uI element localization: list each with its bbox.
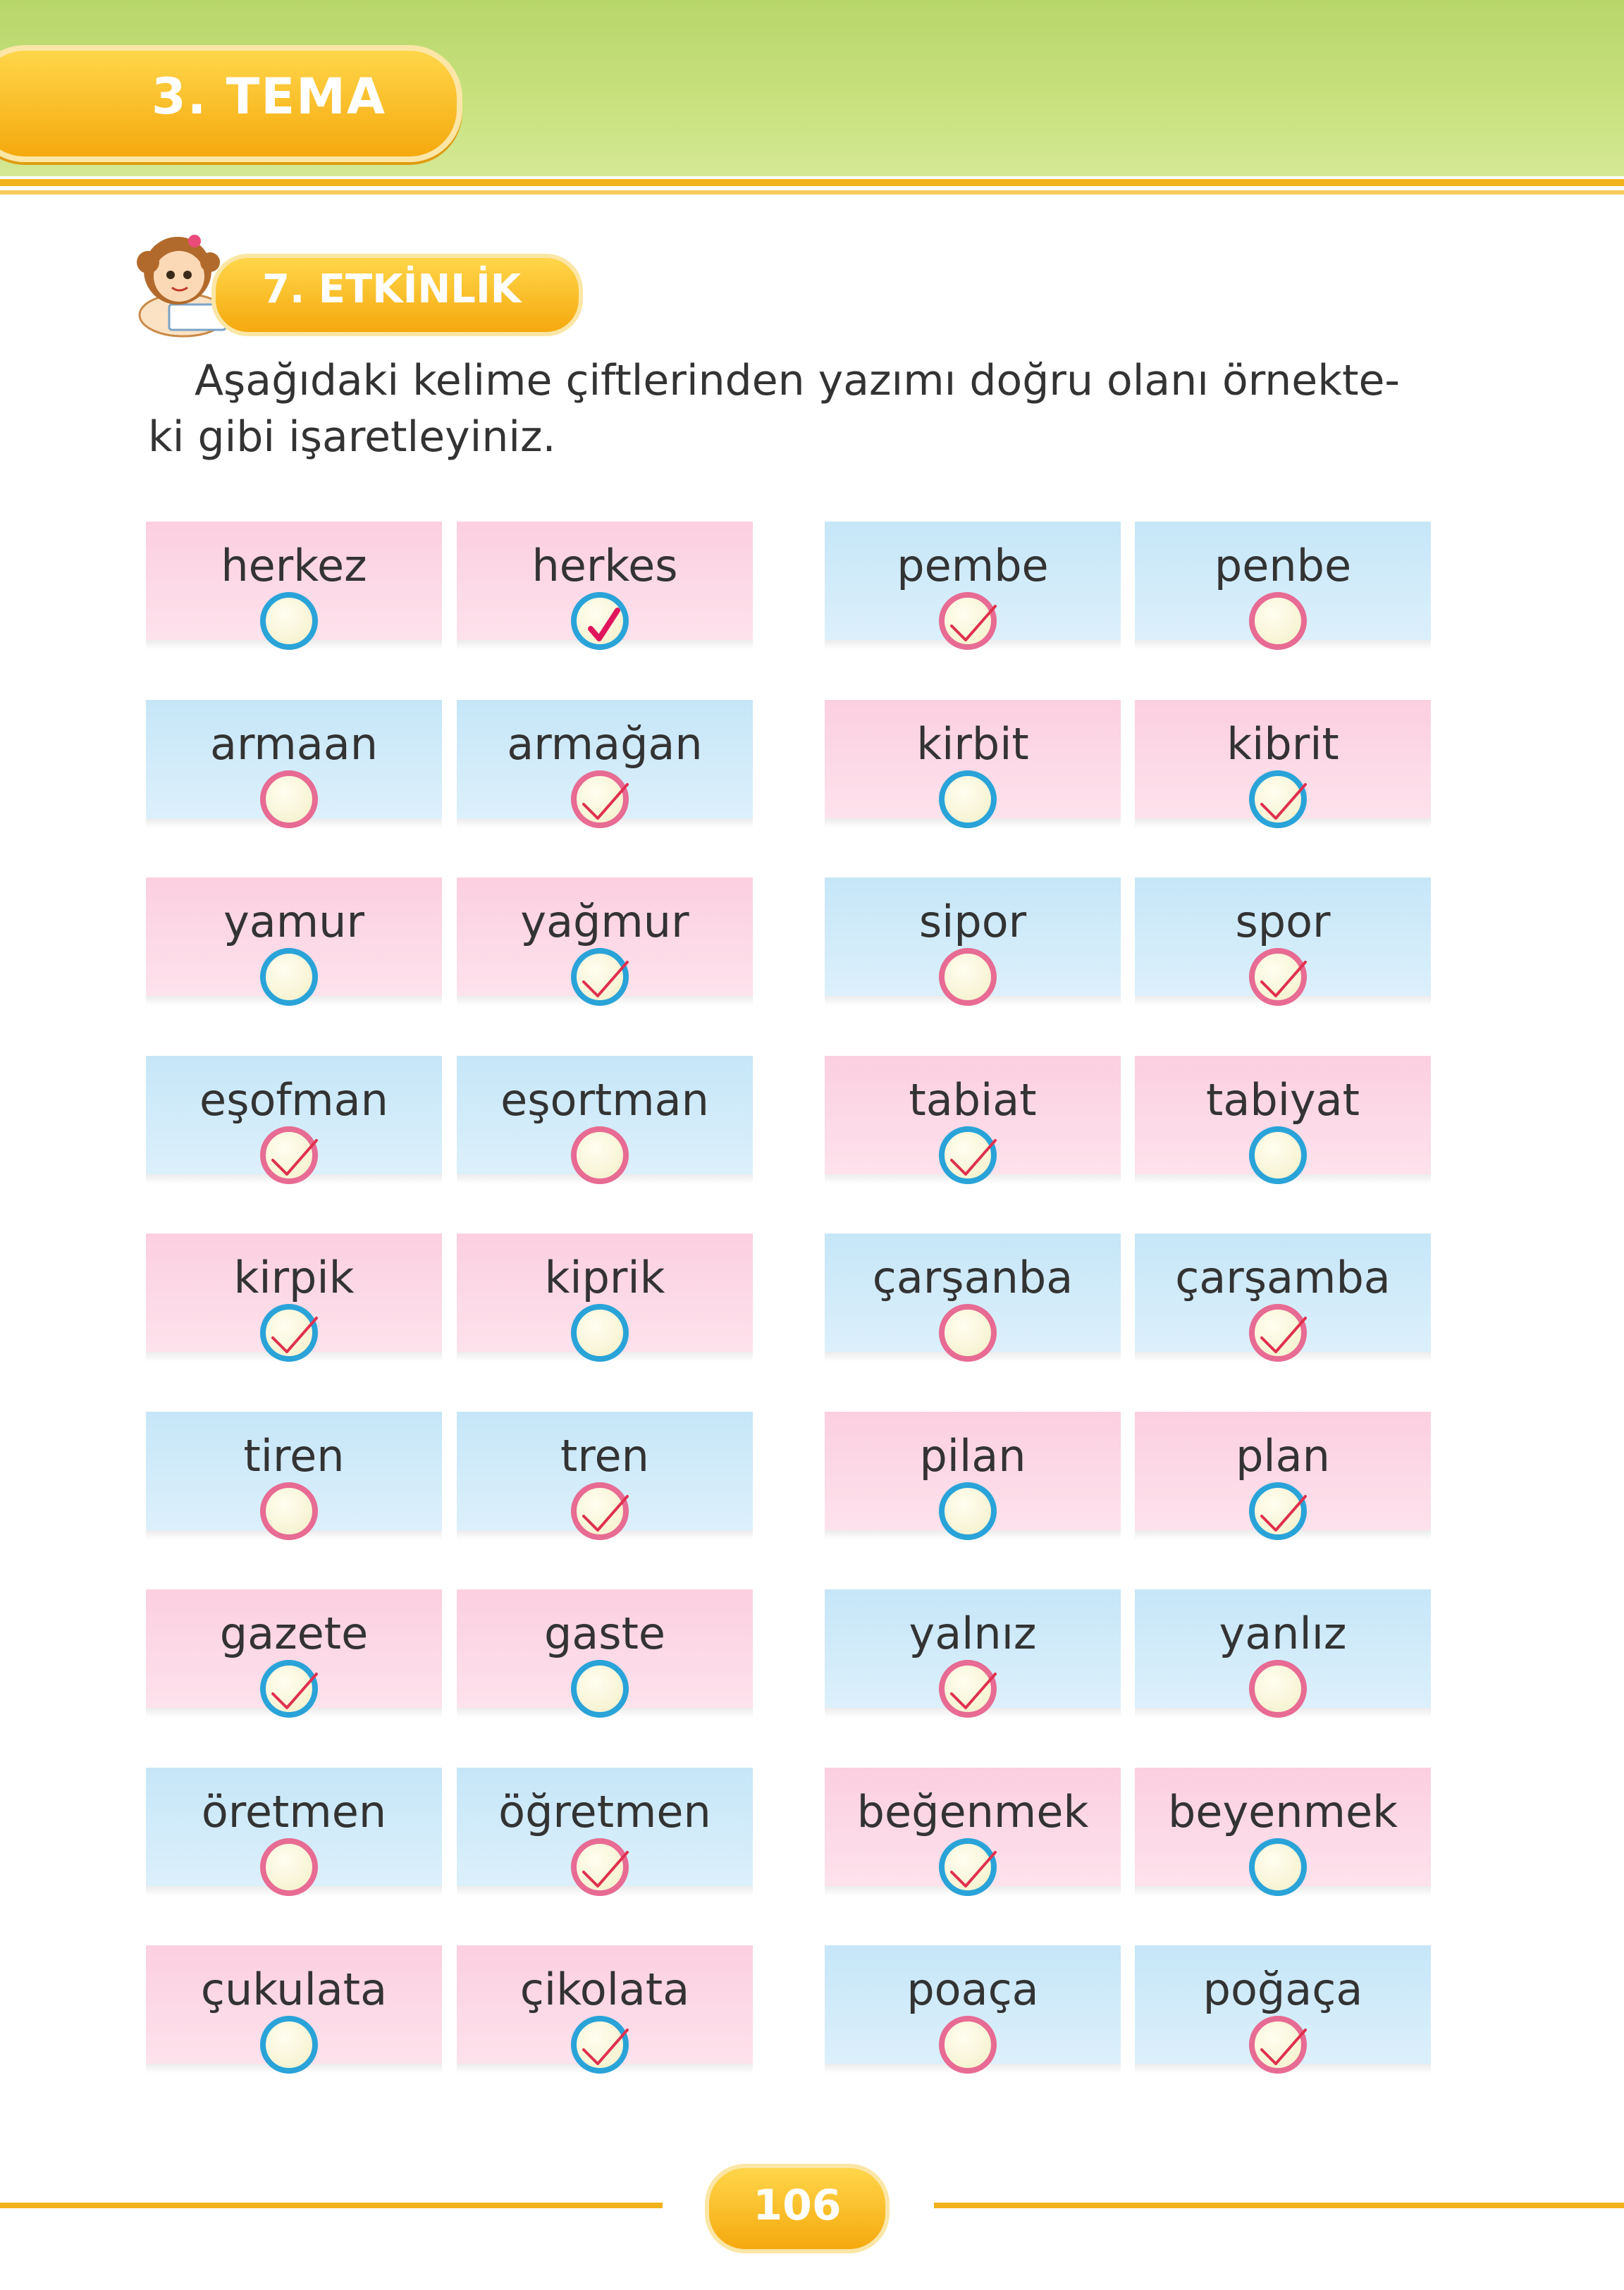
word-label: poaça: [906, 1964, 1039, 2015]
answer-circle[interactable]: [1249, 1838, 1307, 1896]
answer-circle-checked[interactable]: [571, 1482, 629, 1540]
answer-circle-checked[interactable]: [1249, 1482, 1307, 1540]
word-label: eşortman: [500, 1073, 709, 1126]
instruction-line-1: Aşağıdaki kelime çiftlerinden yazımı doğru olanı örnekte-: [195, 356, 1401, 405]
word-label: penbe: [1214, 540, 1352, 591]
answer-circle[interactable]: [939, 2016, 997, 2074]
word-label: çikolata: [519, 1964, 690, 2015]
word-label: çarşanba: [872, 1252, 1074, 1303]
checkmark-icon: [945, 598, 1002, 655]
word-option: [825, 1930, 1121, 2085]
word-label: kirpik: [233, 1252, 355, 1303]
word-label: pembe: [897, 540, 1049, 591]
page-number: 106: [753, 2181, 842, 2230]
answer-circle[interactable]: [1249, 592, 1307, 650]
word-label: eşofman: [199, 1073, 388, 1126]
footer-line-right: [934, 2203, 1624, 2208]
word-label: yağmur: [520, 896, 689, 947]
word-option: [146, 1752, 442, 1907]
theme-label: 3. TEMA: [152, 68, 387, 125]
answer-circle-checked[interactable]: [571, 2016, 629, 2074]
word-option: [457, 1574, 753, 1729]
answer-circle-checked[interactable]: [1249, 948, 1307, 1006]
answer-circle-checked[interactable]: [1249, 2016, 1307, 2074]
checkmark-icon: [577, 1844, 634, 1902]
answer-circle-checked[interactable]: [571, 592, 629, 650]
word-label: yalnız: [909, 1608, 1037, 1659]
word-label: plan: [1236, 1429, 1330, 1482]
answer-circle-checked[interactable]: [939, 592, 997, 650]
word-option: [825, 1396, 1121, 1551]
answer-circle[interactable]: [260, 770, 318, 828]
word-option: [825, 862, 1121, 1017]
answer-circle-checked[interactable]: [571, 770, 629, 828]
word-option: [1135, 1574, 1431, 1729]
word-option: [825, 684, 1121, 839]
answer-circle[interactable]: [260, 2016, 318, 2074]
checkmark-icon: [577, 776, 634, 834]
word-label: herkez: [221, 540, 367, 591]
word-option: [1135, 862, 1431, 1017]
checkmark-icon: [266, 1666, 324, 1723]
word-label: kibrit: [1226, 718, 1339, 770]
instruction-line-2: ki gibi işaretleyiniz.: [148, 412, 556, 462]
word-label: beyenmek: [1167, 1785, 1398, 1837]
word-option: [1135, 1752, 1431, 1907]
word-option: [825, 1574, 1121, 1729]
word-option: [146, 1040, 442, 1195]
word-option: [146, 1930, 442, 2085]
answer-circle-checked[interactable]: [1249, 1304, 1307, 1362]
word-label: yanlız: [1219, 1608, 1347, 1659]
answer-circle[interactable]: [571, 1660, 629, 1718]
word-option: [457, 1040, 753, 1195]
word-option: [146, 1574, 442, 1729]
footer-line-left: [0, 2203, 663, 2208]
answer-circle[interactable]: [939, 1482, 997, 1540]
word-option: [1135, 1396, 1431, 1551]
checkmark-icon: [945, 1844, 1002, 1902]
answer-circle[interactable]: [1249, 1660, 1307, 1718]
answer-circle-checked[interactable]: [260, 1126, 318, 1184]
answer-circle[interactable]: [260, 1482, 318, 1540]
word-option: [1135, 1218, 1431, 1373]
word-label: poğaça: [1202, 1964, 1363, 2015]
word-label: yamur: [223, 896, 364, 947]
word-option: [146, 506, 442, 661]
header-divider-thin: [0, 190, 1624, 195]
word-option: [146, 1396, 442, 1551]
checkmark-icon: [577, 954, 634, 1011]
answer-circle[interactable]: [260, 948, 318, 1006]
checkmark-icon: [1255, 954, 1312, 1011]
answer-circle-checked[interactable]: [939, 1126, 997, 1184]
word-label: armağan: [507, 718, 703, 770]
word-label: herkes: [531, 540, 678, 591]
answer-circle[interactable]: [939, 948, 997, 1006]
word-label: tabiyat: [1206, 1073, 1360, 1126]
word-option: [825, 1218, 1121, 1373]
answer-circle[interactable]: [571, 1304, 629, 1362]
word-option: [457, 1930, 753, 2085]
answer-circle-checked[interactable]: [260, 1304, 318, 1362]
word-option: [1135, 684, 1431, 839]
checkmark-icon: [266, 1132, 324, 1190]
word-label: tiren: [243, 1429, 345, 1482]
checkmark-icon: [1255, 1488, 1312, 1546]
checkmark-icon: [577, 598, 634, 655]
word-label: sipor: [918, 896, 1027, 947]
word-option: [457, 506, 753, 661]
word-label: tren: [560, 1429, 649, 1482]
word-option: [825, 506, 1121, 661]
word-label: çarşamba: [1175, 1252, 1391, 1303]
word-option: [146, 684, 442, 839]
answer-circle[interactable]: [260, 1838, 318, 1896]
answer-circle[interactable]: [1249, 1126, 1307, 1184]
word-option: [1135, 1930, 1431, 2085]
word-option: [457, 862, 753, 1017]
checkmark-icon: [577, 2021, 634, 2079]
word-label: gaste: [543, 1608, 666, 1659]
word-label: tabiat: [909, 1073, 1037, 1126]
answer-circle-checked[interactable]: [1249, 770, 1307, 828]
answer-circle-checked[interactable]: [260, 1660, 318, 1718]
answer-circle[interactable]: [939, 770, 997, 828]
word-label: öğretmen: [498, 1785, 711, 1837]
word-label: öretmen: [201, 1785, 387, 1837]
checkmark-icon: [945, 1132, 1002, 1190]
checkmark-icon: [1255, 1310, 1312, 1367]
answer-circle[interactable]: [260, 592, 318, 650]
word-label: gazete: [219, 1608, 369, 1659]
checkmark-icon: [1255, 776, 1312, 834]
instruction-text: [148, 352, 1452, 465]
word-option: [1135, 506, 1431, 661]
answer-circle[interactable]: [571, 1126, 629, 1184]
word-option: [457, 684, 753, 839]
word-label: kirbit: [916, 718, 1029, 770]
word-option: [1135, 1040, 1431, 1195]
word-label: armaan: [209, 718, 379, 770]
checkmark-icon: [577, 1488, 634, 1546]
word-label: beğenmek: [856, 1785, 1089, 1837]
checkmark-icon: [266, 1310, 324, 1367]
header-divider: [0, 179, 1624, 186]
answer-circle-checked[interactable]: [571, 948, 629, 1006]
word-label: spor: [1235, 896, 1331, 947]
word-label: çukulata: [200, 1964, 388, 2015]
answer-circle-checked[interactable]: [939, 1838, 997, 1896]
answer-circle[interactable]: [939, 1304, 997, 1362]
word-option: [457, 1218, 753, 1373]
answer-circle-checked[interactable]: [939, 1660, 997, 1718]
word-option: [457, 1396, 753, 1551]
answer-circle-checked[interactable]: [571, 1838, 629, 1896]
word-option: [146, 1218, 442, 1373]
word-option: [146, 862, 442, 1017]
checkmark-icon: [945, 1666, 1002, 1723]
word-label: kiprik: [544, 1252, 665, 1303]
word-option: [825, 1752, 1121, 1907]
activity-title: 7. ETKİNLİK: [262, 266, 522, 312]
word-label: pilan: [919, 1429, 1026, 1482]
word-option: [825, 1040, 1121, 1195]
word-option: [457, 1752, 753, 1907]
checkmark-icon: [1255, 2021, 1312, 2079]
